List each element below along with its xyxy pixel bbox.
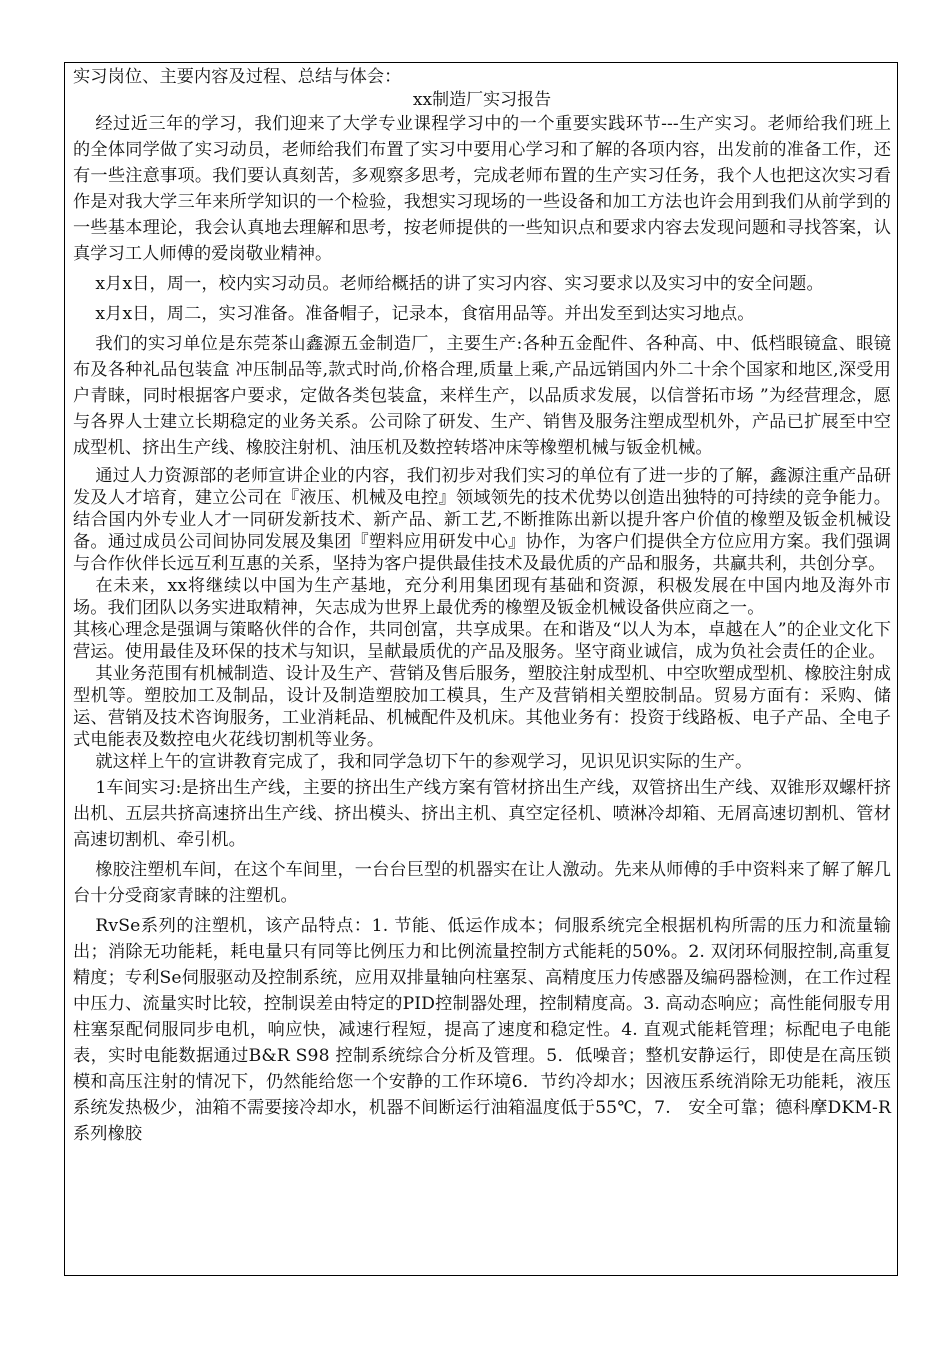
paragraph-core-idea: 其核心理念是强调与策略伙伴的合作，共同创富，共享成果。在和谐及“以人为本，卓越在人”的企业文化下营运。使用最佳及环保的技术与知识，呈献最质优的产品及服务。坚守商业诚信，成为负社会责任的企业。 <box>73 620 891 662</box>
document-frame <box>64 62 898 1276</box>
paragraph-business-scope: 其业务范围有机械制造、设计及生产、营销及售后服务，塑胶注射成型机、中空吹塑成型机、橡胶注射成型机等。塑胶加工及制品，设计及制造塑胶加工模具，生产及营销相关塑胶制品。贸易方面有：采购、储运、营销及技术咨询服务，工业消耗品、机械配件及机床。其他业务有：投资于线路板、电子产品、全电子式电能表及数控电火花线切割机等业务。 <box>73 664 891 750</box>
paragraph-day1: x月x日，周一，校内实习动员。老师给概括的讲了实习内容、实习要求以及实习中的安全问题。 <box>95 274 824 294</box>
paragraph-morning-done: 就这样上午的宣讲教育完成了，我和同学急切下午的参观学习，见识见识实际的生产。 <box>95 752 753 772</box>
paragraph-workshop-1: 1车间实习:是挤出生产线，主要的挤出生产线方案有管材挤出生产线，双管挤出生产线、双锥形双螺杆挤出机、五层共挤高速挤出生产线、挤出模头、挤出主机、真空定径机、喷淋冷却箱、无屑高速切割机、管材高速切割机、牵引机。 <box>73 778 891 850</box>
paragraph-future: 在未来，xx将继续以中国为生产基地，充分利用集团现有基础和资源，积极发展在中国内地及海外市场。我们团队以务实进取精神，矢志成为世界上最优秀的橡塑及钣金机械设备供应商之一。 <box>73 576 891 618</box>
paragraph-rubber-workshop: 橡胶注塑机车间，在这个车间里，一台台巨型的机器实在让人激动。先来从师傅的手中资料来了解了解几台十分受商家青睐的注塑机。 <box>73 860 891 906</box>
paragraph-hr-briefing: 通过人力资源部的老师宣讲企业的内容，我们初步对我们实习的单位有了进一步的了解，鑫源注重产品研发及人才培育，建立公司在『液压、机械及电控』领域领先的技术优势以创造出独特的可持续的竞争能力。结合国内外专业人才一同研发新技术、新产品、新工艺,不断推陈出新以提升客户价值的橡塑及钣金机械设备。通过成员公司间协同发展及集团『塑料应用研发中心』协作，为客户们提供全方位应用方案。我们强调与合作伙伴长远互利互惠的关系，坚持为客户提供最佳技术及最优质的产品和服务，共赢共利，共创分享。 <box>73 466 891 574</box>
report-title: xx制造厂实习报告 <box>412 90 552 110</box>
document-content <box>65 63 897 1147</box>
paragraph-rvse-features: RvSe系列的注塑机，该产品特点：1. 节能、低运作成本；伺服系统完全根据机构所需的压力和流量输出；消除无功能耗，耗电量只有同等比例压力和比例流量控制方式能耗的50%。2. 双闭环伺服控制,高重复精度；专利Se伺服驱动及控制系统，应用双排量轴向柱塞泵、高精度压力传感器及编码器检测，在工作过程中压力、流量实时比较，控制误差由特定的PID控制器处理，控制精度高。3. 高动态响应；高性能伺服专用柱塞泵配伺服同步电机，响应快，减速行程短，提高了速度和稳定性。4. 直观式能耗管理；标配电子电能表，实时电能数据通过B&R S98 控制系统综合分析及管理。5．低噪音；整机安静运行，即使是在高压锁模和高压注射的情况下，仍然能给您一个安静的工作环境6．节约冷却水；因液压系统消除无功能耗，液压系统发热极少，油箱不需要接冷却水，机器不间断运行油箱温度低于55℃，7. 安全可靠；德科摩DKM-R系列橡胶 <box>73 916 891 1144</box>
paragraph-day2: x月x日，周二，实习准备。准备帽子，记录本，食宿用品等。并出发至到达实习地点。 <box>95 304 755 324</box>
paragraph-intro: 经过近三年的学习，我们迎来了大学专业课程学习中的一个重要实践环节---生产实习。老师给我们班上的全体同学做了实习动员，老师给我们布置了实习中要用心学习和了解的各项内容，出发前的准备工作，还有一些注意事项。我们要认真刻苦，多观察多思考，完成老师布置的生产实习任务，我个人也把这次实习看作是对我大学三年来所学知识的一个检验，我想实习现场的一些设备和加工方法也许会用到我们从前学到的一些基本理论，我会认真地去理解和思考，按老师提供的一些知识点和要求内容去发现问题和寻找答案，认真学习工人师傅的爱岗敬业精神。 <box>73 114 891 264</box>
section-label: 实习岗位、主要内容及过程、总结与体会： <box>73 67 402 87</box>
paragraph-company: 我们的实习单位是东莞茶山鑫源五金制造厂，主要生产:各种五金配件、各种高、中、低档眼镜盒、眼镜布及各种礼品包装盒 冲压制品等,款式时尚,价格合理,质量上乘,产品远销国内外二十余个国家和地区,深受用户青睐，同时根据客户要求，定做各类包装盒，来样生产，以品质求发展，以信誉拓市场 ”为经营理念，愿与各界人士建立长期稳定的业务关系。公司除了研发、生产、销售及服务注塑成型机外，产品已扩展至中空成型机、挤出生产线、橡胶注射机、油压机及数控转塔冲床等橡塑机械与钣金机械。 <box>73 334 891 458</box>
